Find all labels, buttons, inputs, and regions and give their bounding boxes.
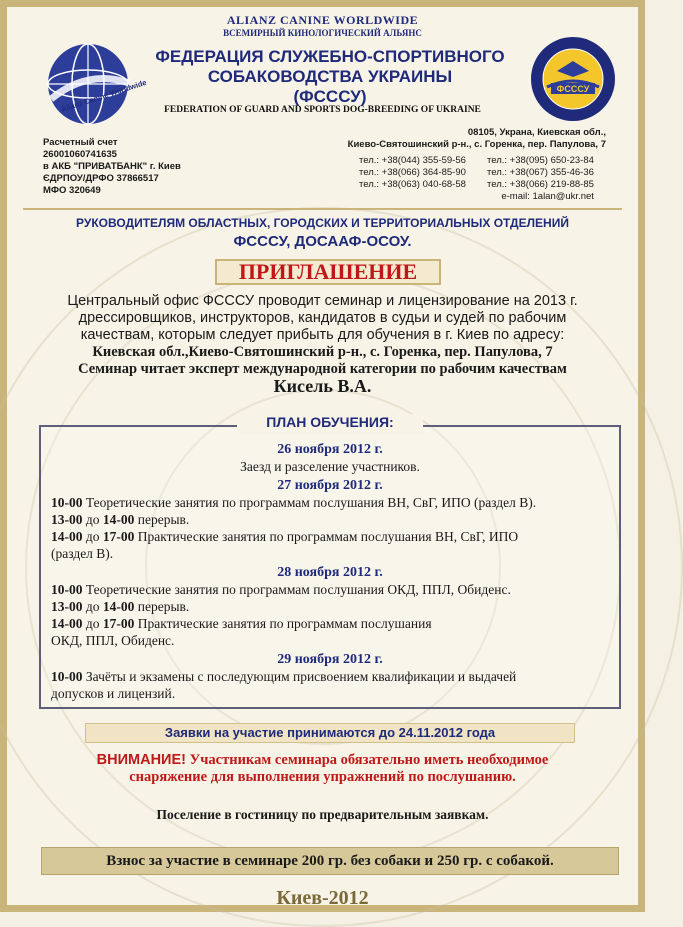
attention-label: ВНИМАНИЕ! — [96, 752, 186, 768]
alianz-globe-logo-icon — [43, 39, 148, 129]
phone-number: тел.: +38(095) 650-23-84 — [487, 155, 594, 166]
phones-right — [487, 155, 594, 203]
phone-number: тел.: +38(044) 355-59-56 — [359, 155, 466, 166]
header-divider — [23, 208, 622, 210]
application-deadline: Заявки на участие принимаются до 24.11.2012 года — [85, 723, 575, 743]
city-year: Киев-2012 — [276, 887, 369, 909]
plan-line: ОКД, ППЛ, Обиденс. — [51, 633, 175, 648]
bank-line: ЄДРПОУ/ДРФО 37866517 — [43, 173, 159, 184]
training-plan-box — [39, 425, 621, 709]
intro-line: качествам, которым следует прибыть для обучения в г. Киев по адресу: — [80, 327, 565, 343]
intro-text — [37, 293, 608, 395]
plan-line: 13-00 до 14-00 перерыв. — [51, 599, 190, 614]
plan-title: ПЛАН ОБУЧЕНИЯ: — [237, 414, 423, 434]
bank-line: 26001060741635 — [43, 149, 117, 160]
bank-line: Расчетный счет — [43, 137, 118, 148]
plan-line: 14-00 до 17-00 Практические занятия по программам послушания — [51, 616, 432, 631]
attention-text: снаряжение для выполнения упражнений по послушанию. — [129, 769, 516, 785]
phone-number: тел.: +38(066) 219-88-85 — [487, 179, 594, 190]
addressee-line-2: ФСССУ, ДОСААФ-ОСОУ. — [233, 233, 412, 250]
plan-line: 13-00 до 14-00 перерыв. — [51, 512, 190, 527]
bank-line: в АКБ "ПРИВАТБАНК" г. Киев — [43, 161, 181, 172]
invitation-heading: ПРИГЛАШЕНИЕ — [215, 259, 441, 285]
intro-line: Центральный офис ФСССУ проводит семинар и лицензирование на 2013 г. — [67, 293, 578, 309]
postal-address — [348, 127, 606, 151]
alliance-name-en: ALIANZ CANINE WORLDWIDE — [226, 13, 419, 27]
address-line: Киево-Святошинский р-н., с. Горенка, пер. Папулова, 7 — [347, 139, 606, 150]
phones-left — [359, 155, 466, 191]
plan-line: допусков и лицензий. — [51, 686, 176, 701]
intro-line: дрессировщиков, инструкторов, кандидатов в судьи и судей по рабочим — [78, 310, 567, 326]
phone-number: тел.: +38(067) 355-46-36 — [487, 167, 594, 178]
plan-line: Заезд и разселение участников. — [240, 459, 420, 474]
plan-date: 29 ноября 2012 г. — [277, 652, 383, 667]
federation-title-en: FEDERATION OF GUARD AND SPORTS DOG-BREEDING OF UKRAINE — [164, 105, 481, 115]
plan-line: 10-00 Теоретические занятия по программам послушания ВН, СвГ, ИПО (раздел В). — [51, 495, 537, 510]
logo-left-text: Alianz Canine Worldwide — [60, 77, 148, 114]
bank-line: МФО 320649 — [43, 185, 101, 196]
plan-date: 28 ноября 2012 г. — [277, 565, 383, 580]
plan-line: (раздел В). — [51, 546, 114, 561]
phone-number: тел.: +38(066) 364-85-90 — [359, 167, 466, 178]
title-line-2: СОБАКОВОДСТВА УКРАИНЫ — [207, 67, 453, 86]
logo-right-text: ФСССУ — [556, 84, 590, 94]
email-address: e-mail: 1alan@ukr.net — [501, 191, 594, 202]
plan-date: 26 ноября 2012 г. — [277, 442, 383, 457]
addressee-line-1: РУКОВОДИТЕЛЯМ ОБЛАСТНЫХ, ГОРОДСКИХ И ТЕРРИТОРИАЛЬНЫХ ОТДЕЛЕНИЙ — [76, 216, 569, 230]
title-line-3: (ФСССУ) — [293, 87, 367, 106]
address-line: 08105, Украна, Киевская обл., — [467, 127, 606, 138]
plan-line: 10-00 Теоретические занятия по программам послушания ОКД, ППЛ, Обиденс. — [51, 582, 511, 597]
plan-line: 14-00 до 17-00 Практические занятия по программам послушания ВН, СвГ, ИПО — [51, 529, 519, 544]
attention-notice — [37, 752, 608, 786]
plan-line: 10-00 Зачёты и экзамены с последующим присвоением квалификации и выдачей — [51, 669, 517, 684]
phone-number: тел.: +38(063) 040-68-58 — [359, 179, 466, 190]
speaker-intro: Семинар читает эксперт международной категории по рабочим качествам — [78, 361, 567, 377]
participation-fee: Взнос за участие в семинаре 200 гр. без собаки и 250 гр. с собакой. — [41, 847, 619, 875]
federation-title — [135, 47, 525, 107]
speaker-name: Кисель В.А. — [273, 376, 372, 396]
lodging-note: Поселение в гостиницу по предварительным заявкам. — [156, 807, 489, 822]
alliance-name-ru: ВСЕМИРНЫЙ КИНОЛОГИЧЕСКИЙ АЛЬЯНС — [223, 28, 422, 38]
venue-address: Киевская обл.,Киево-Святошинский р-н., с. Горенка, пер. Папулова, 7 — [92, 344, 553, 360]
attention-text: Участникам семинара обязательно иметь необходимое — [185, 752, 549, 768]
title-line-1: ФЕДЕРАЦИЯ СЛУЖЕБНО-СПОРТИВНОГО — [155, 47, 505, 66]
bank-details — [43, 137, 181, 197]
plan-date: 27 ноября 2012 г. — [277, 478, 383, 493]
